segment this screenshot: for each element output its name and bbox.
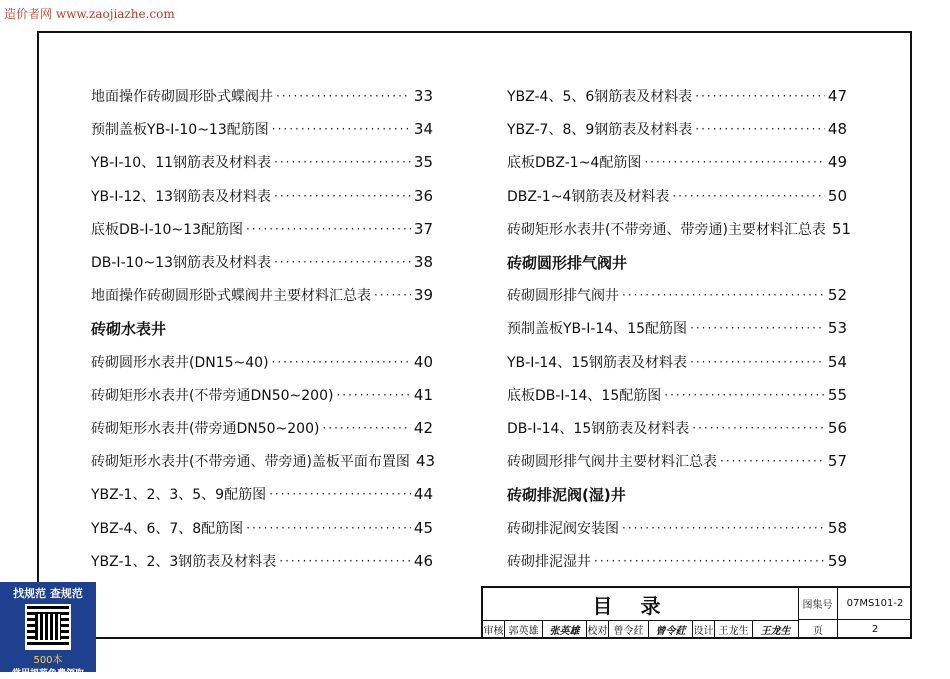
toc-entry[interactable] (91, 118, 433, 140)
toc-entry[interactable] (91, 384, 433, 406)
toc-entry[interactable] (91, 251, 433, 273)
leader-dots (272, 355, 411, 369)
toc-entry-page: 38 (413, 253, 433, 271)
toc-entry-page: 50 (827, 186, 847, 205)
toc-entry-title: DBZ-1~4钢筋表及材料表 (507, 188, 670, 205)
toc-entry-title: YBZ-1、2、3、5、9配筋图 (91, 487, 267, 504)
toc-entry[interactable] (507, 450, 847, 472)
leader-dots (279, 554, 411, 568)
toc-entry-title: YB-Ⅰ-12、13钢筋表及材料表 (91, 188, 272, 205)
toc-entry-page: 58 (827, 518, 847, 537)
review-label: 审核 (483, 620, 505, 639)
leader-dots (720, 454, 825, 468)
leader-dots (692, 421, 825, 435)
designer-signature: 王龙生 (760, 626, 791, 637)
toc-entry-title: YBZ-7、8、9钢筋表及材料表 (507, 122, 693, 139)
toc-entry[interactable] (91, 284, 433, 306)
leader-dots (336, 388, 410, 402)
toc-entry-page: 41 (413, 385, 433, 404)
leader-dots (246, 222, 411, 236)
leader-dots (274, 189, 411, 203)
toc-entry[interactable] (91, 185, 433, 207)
toc-entry[interactable] (507, 550, 847, 572)
toc-entry-title: YBZ-4、6、7、8配筋图 (91, 520, 244, 537)
toc-entry-title: 砖砌圆形排气阀井 (507, 288, 619, 305)
designer-name: 王龙生 (715, 620, 753, 639)
toc-entry-title: YBZ-4、5、6钢筋表及材料表 (507, 89, 693, 105)
qr-code-icon (25, 604, 71, 650)
leader-dots (622, 521, 825, 535)
toc-entry[interactable] (91, 151, 433, 173)
toc-entry-title: YB-Ⅰ-10、11钢筋表及材料表 (91, 155, 272, 172)
toc-entry-page: 54 (827, 352, 847, 371)
leader-dots (274, 255, 411, 269)
leader-dots (690, 355, 825, 369)
toc-entry-title: 底板DBZ-1~4配筋图 (507, 155, 642, 172)
toc-entry[interactable] (507, 417, 847, 439)
toc-entry[interactable] (507, 384, 847, 406)
toc-entry-title: YB-Ⅰ-14、15钢筋表及材料表 (507, 354, 688, 371)
toc-entry[interactable] (507, 284, 847, 306)
leader-dots (374, 288, 411, 302)
toc-entry[interactable] (507, 151, 847, 173)
site-watermark[interactable]: 造价者网 www.zaojiazhe.com (4, 7, 175, 21)
leader-dots (272, 122, 411, 136)
toc-entry[interactable] (91, 85, 433, 107)
toc-section-heading (91, 317, 433, 339)
toc-entry-title: 砖砌排泥阀安装图 (507, 520, 619, 537)
toc-entry-page: 53 (827, 319, 847, 338)
toc-entry[interactable] (507, 317, 847, 339)
toc-entry-title: 预制盖板YB-Ⅰ-10~13配筋图 (91, 122, 269, 139)
page-number: 2 (871, 624, 879, 635)
toc-entry-title: DB-Ⅰ-10~13钢筋表及材料表 (91, 255, 271, 271)
toc-entry-page: 56 (827, 419, 847, 437)
toc-section-heading (507, 251, 847, 273)
toc-entry[interactable] (91, 218, 433, 240)
toc-entry-title: 底板DB-Ⅰ-10~13配筋图 (91, 221, 243, 238)
leader-dots (276, 89, 411, 103)
toc-entry-page: 49 (827, 153, 847, 172)
promo-headline: 找规范 查规范 (13, 587, 83, 600)
toc-entry[interactable] (91, 517, 433, 539)
leader-dots (695, 122, 825, 136)
signature-row (483, 620, 798, 639)
reviewer-signature: 张英雄 (543, 620, 587, 639)
toc-entry-title: 砖砌排泥湿井 (507, 553, 591, 570)
toc-entry[interactable] (507, 218, 852, 240)
toc-entry-title: 砖砌圆形排气阀井主要材料汇总表 (507, 454, 717, 471)
toc-entry-page: 40 (413, 352, 433, 371)
toc-entry-page: 36 (413, 186, 433, 205)
leader-dots (695, 89, 825, 103)
toc-entry-title: DB-Ⅰ-14、15钢筋表及材料表 (507, 421, 690, 437)
toc-entry-page: 43 (415, 452, 436, 471)
toc-entry-page: 51 (831, 219, 852, 238)
toc-entry-title: 砖砌圆形水表井(DN15~40) (91, 354, 269, 371)
toc-entry-page: 37 (413, 219, 433, 238)
leader-dots (274, 155, 411, 169)
atlas-number-label: 图集号 (798, 588, 838, 620)
toc-entry[interactable] (507, 517, 847, 539)
toc-entry-title: YBZ-1、2、3钢筋表及材料表 (91, 553, 277, 570)
atlas-number: 07MS101-2 (838, 588, 912, 620)
toc-entry-title: 砖砌矩形水表井(不带旁通、带旁通)主要材料汇总表 (507, 221, 826, 238)
toc-entry[interactable] (91, 351, 433, 373)
toc-section-heading (507, 483, 847, 505)
toc-entry-title: 砖砌矩形水表井(带旁通DN50~200) (91, 421, 320, 437)
toc-entry-page: 35 (413, 153, 433, 172)
toc-entry[interactable] (91, 450, 436, 472)
section-heading-text: 砖砌圆形排气阀井 (507, 253, 628, 272)
toc-entry-title: 地面操作砖砌圆形卧式蝶阀井 (91, 89, 273, 105)
leader-dots (246, 521, 411, 535)
toc-entry-page: 55 (827, 385, 847, 404)
checker-name: 曾令荭 (609, 620, 649, 639)
toc-entry-page: 39 (413, 286, 433, 305)
promo-count: 500本 (33, 655, 63, 666)
leader-dots (269, 487, 411, 501)
leader-dots (664, 388, 825, 402)
leader-dots (672, 189, 825, 203)
check-label: 校对 (587, 620, 609, 639)
toc-entry[interactable] (91, 550, 433, 572)
leader-dots (644, 155, 825, 169)
leader-dots (594, 554, 825, 568)
design-label: 设计 (693, 620, 715, 639)
toc-entry[interactable] (91, 417, 433, 439)
toc-entry[interactable] (91, 483, 433, 505)
toc-entry-page: 34 (413, 120, 433, 139)
title-block (481, 586, 912, 639)
toc-entry-title: 地面操作砖砌圆形卧式蝶阀井主要材料汇总表 (91, 288, 371, 305)
leader-dots (622, 288, 825, 302)
leader-dots (690, 321, 825, 335)
toc-entry-page: 44 (413, 485, 433, 504)
section-heading-text: 砖砌排泥阀(湿)井 (507, 485, 626, 504)
toc-entry-page: 52 (827, 286, 847, 305)
toc-entry[interactable] (507, 351, 847, 373)
toc-entry-page: 45 (413, 518, 433, 537)
section-heading-text: 砖砌水表井 (91, 319, 167, 338)
toc-entry-title: 预制盖板YB-Ⅰ-14、15配筋图 (507, 321, 688, 338)
leader-dots (322, 421, 410, 435)
toc-entry[interactable] (507, 85, 847, 107)
drawing-frame (37, 31, 912, 639)
promo-badge[interactable] (0, 582, 96, 679)
toc-entry-page: 57 (827, 452, 847, 471)
reviewer-name: 郭英雄 (505, 620, 543, 639)
toc-entry-title: 砖砌矩形水表井(不带旁通DN50~200) (91, 387, 334, 404)
toc-entry-title: 底板DB-Ⅰ-14、15配筋图 (507, 387, 662, 404)
toc-entry-page: 33 (413, 87, 433, 105)
checker-signature: 曾令荭 (649, 620, 693, 639)
toc-entry[interactable] (507, 118, 847, 140)
page-label: 页 (798, 620, 838, 639)
toc-entry-page: 42 (413, 419, 433, 437)
toc-entry-page: 46 (413, 551, 433, 570)
document-title: 目录 (483, 588, 799, 621)
toc-entry-page: 47 (827, 87, 847, 105)
toc-entry-page: 59 (827, 551, 847, 570)
toc-entry-page: 48 (827, 120, 847, 139)
promo-offer: 常用规范免费领取 (11, 669, 84, 679)
toc-entry-title: 砖砌矩形水表井(不带旁通、带旁通)盖板平面布置图 (91, 454, 410, 471)
toc-entry[interactable] (507, 185, 847, 207)
